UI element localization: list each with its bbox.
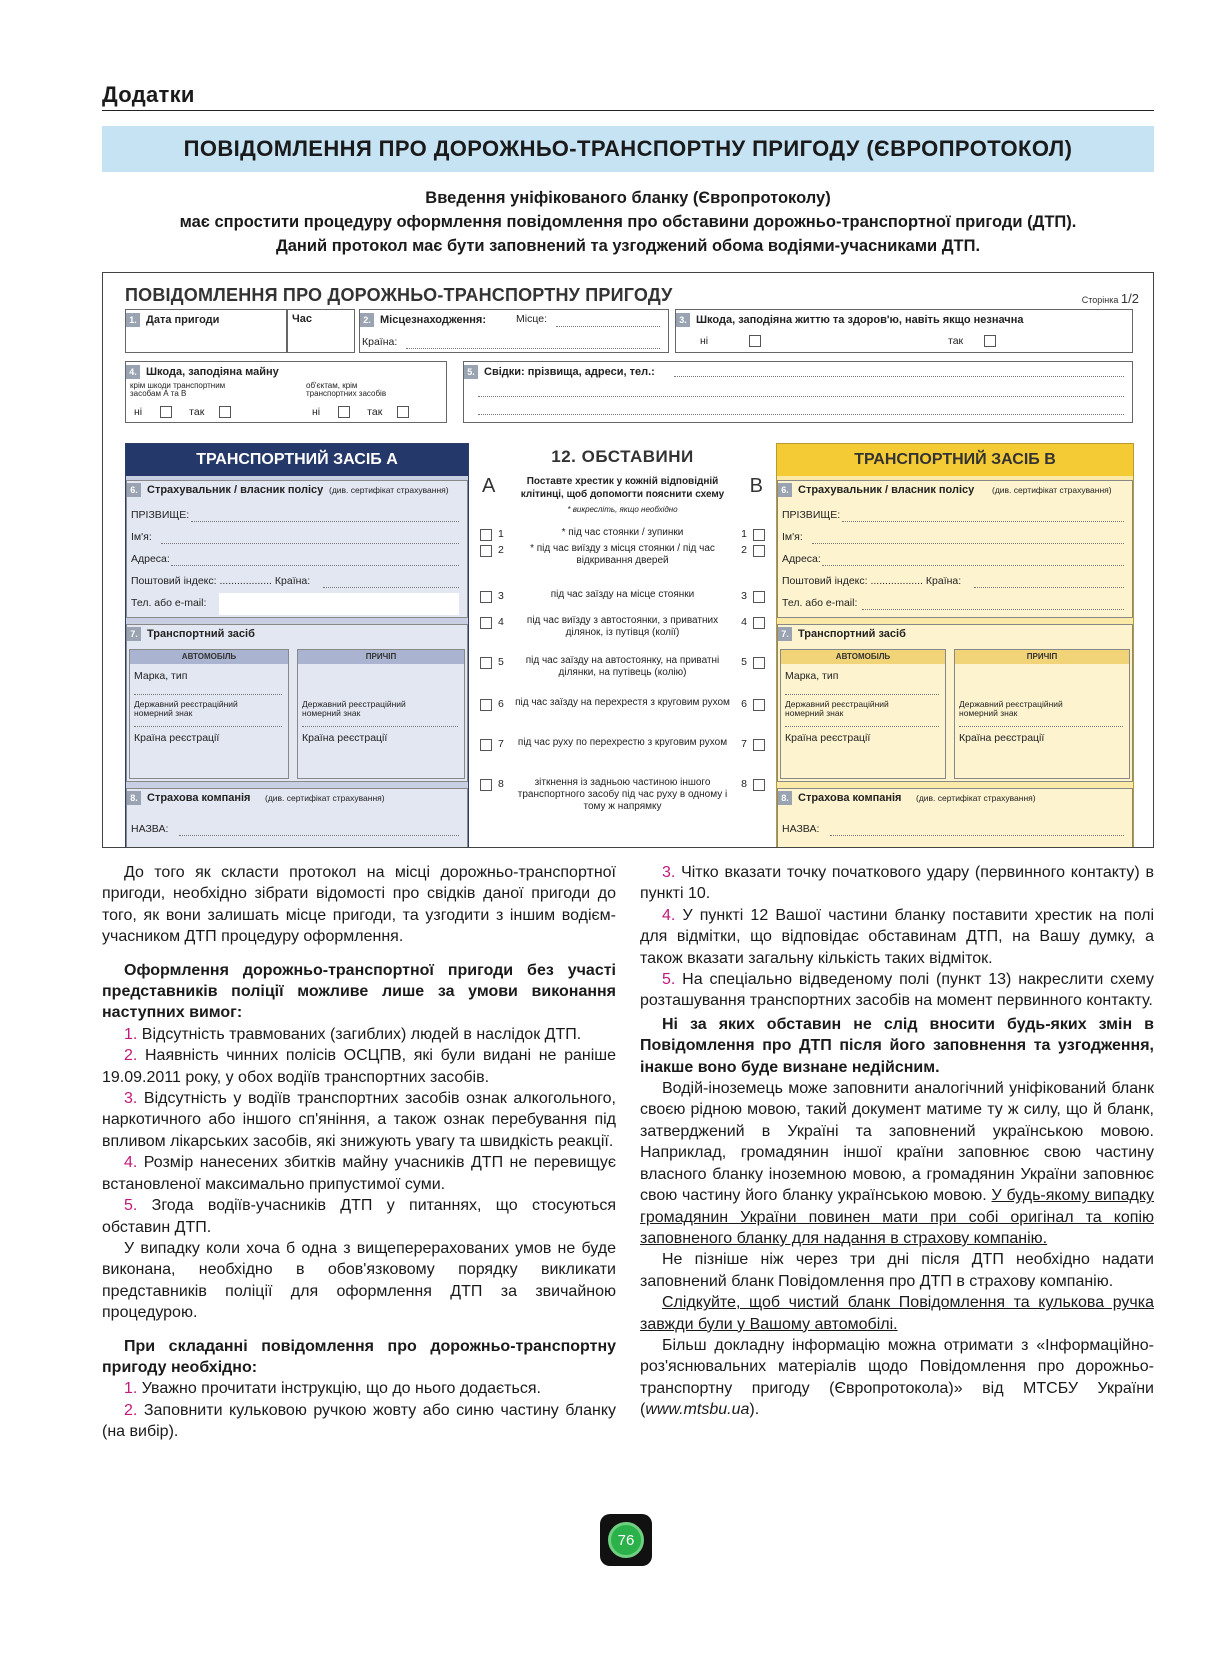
intro bbox=[102, 186, 1154, 258]
circumstance-text: під час заїзду на перехрестя з круговим рухом bbox=[515, 697, 730, 708]
right-paragraph-4: Більш докладну інформацію можна отримати з «Інформаційно-роз'яснювальних матеріалів щодо Повідомлення про дорожньо-транспортну пригоду (Європротокола)» від МТСБУ України (www.mtsbu.ua). bbox=[640, 1336, 1154, 1419]
vehicle-b-title: ТРАНСПОРТНИЙ ЗАСІБ В bbox=[777, 444, 1133, 476]
section-rule bbox=[102, 110, 1154, 111]
row-number-a: 7 bbox=[498, 738, 504, 750]
circumstance-text: під час заїзду на автостоянку, на приватні ділянки, на путівець (колію) bbox=[525, 655, 720, 678]
requirement-text: Відсутність у водіїв транспортних засобів ознак алкогольного, наркотичного або іншого сп'яніння, а також ознак перебування під впливом лікарських засобів, які знижують увагу та швидкість реакції. bbox=[102, 1090, 616, 1150]
row-number-b: 4 bbox=[741, 616, 747, 628]
requirement-2 bbox=[102, 1045, 616, 1088]
row-number-b: 7 bbox=[741, 738, 747, 750]
checkbox-b bbox=[753, 699, 765, 711]
requirement-3 bbox=[102, 1088, 616, 1152]
checkbox-b bbox=[753, 779, 765, 791]
mtsbu-link: www.mtsbu.ua bbox=[645, 1401, 750, 1419]
requirement-number: 5. bbox=[124, 1197, 138, 1215]
intro-line-1: Введення уніфікованого бланку (Європротоколу) bbox=[425, 189, 831, 207]
page-number: 76 bbox=[608, 1522, 644, 1558]
circumstances-note: * викресліть, якщо необхідно bbox=[567, 505, 678, 514]
vehicle-a-field-8: 8. Страхова компанія (див. сертифікат страхування) НАЗВА: bbox=[126, 788, 468, 848]
left-paragraph-2: У випадку коли хоча б одна з вищеперерахованих умов не буде виконана, необхідно в обов'язковому порядку викликати представників поліції для оформлення ДТП за звичайною процедурою. bbox=[102, 1239, 616, 1322]
checkbox-a bbox=[480, 699, 492, 711]
row-number-b: 5 bbox=[741, 656, 747, 668]
requirement-number: 4. bbox=[124, 1154, 138, 1172]
requirement-1 bbox=[102, 1024, 616, 1045]
row-number-b: 1 bbox=[741, 528, 747, 540]
circumstance-text: під час виїзду з автостоянки, з приватних ділянок, із путівця (колії) bbox=[526, 615, 719, 638]
checkbox-a bbox=[480, 545, 492, 557]
form-title: ПОВІДОМЛЕННЯ ПРО ДОРОЖНЬО-ТРАНСПОРТНУ ПРИГОДУ bbox=[125, 285, 673, 305]
circumstance-row-2 bbox=[470, 543, 775, 573]
left-heading-1: Оформлення дорожньо-транспортної пригоди без участі представників поліції можливе лише за умови виконання наступних вимог: bbox=[102, 961, 616, 1022]
right-paragraph-2: Не пізніше ніж через три дні після ДТП необхідно надати заповнений бланк Повідомлення про ДТП в страхову компанію. bbox=[640, 1251, 1154, 1290]
vehicle-b-field-7: 7. Транспортний засіб АВТОМОБІЛЬ Марка, тип Державний реєстраційний номерний знак Країна реєстрації ПРИЧІП Державний реєстраційний номерний знак Країна реєстрації bbox=[777, 624, 1133, 782]
field-4-property-damage: 4. Шкода, заподіяна майну крім шкоди транспортним засобам А та В об'єктам, крім транспортних засобів ні так ні так bbox=[125, 361, 447, 423]
row-number-b: 8 bbox=[741, 778, 747, 790]
right-paragraph-1-underlined: У будь-якому випадку громадянин України повинен мати при собі оригінал та копію заповненого бланку для надання в страхову компанію. bbox=[640, 1187, 1154, 1247]
row-number-b: 6 bbox=[741, 698, 747, 710]
circumstances-instruction: Поставте хрестик у кожній відповідній клітинці, щоб допомогти пояснити схему bbox=[520, 476, 725, 500]
checkbox-a bbox=[480, 779, 492, 791]
vehicle-b-column bbox=[776, 443, 1134, 848]
vehicle-b-field-8: 8. Страхова компанія (див. сертифікат страхування) НАЗВА: bbox=[777, 788, 1133, 848]
step-cont-number: 3. bbox=[662, 864, 676, 881]
field-1-date: 1. Дата пригоди bbox=[125, 309, 287, 353]
vehicle-a-title: ТРАНСПОРТНИЙ ЗАСІБ А bbox=[126, 444, 468, 476]
circumstance-text: * під час виїзду з місця стоянки / під час відкривання дверей bbox=[530, 543, 715, 566]
checkbox-a bbox=[480, 617, 492, 629]
step-number: 2. bbox=[124, 1401, 138, 1419]
vehicle-a-field-7: 7. Транспортний засіб АВТОМОБІЛЬ Марка, тип Державний реєстраційний номерний знак Країна реєстрації ПРИЧІП Державний реєстраційний номерний знак Країна реєстрації bbox=[126, 624, 468, 782]
step-cont-text: Чітко вказати точку початкового удару (первинного контакту) в пункті 10. bbox=[640, 864, 1154, 903]
field-time: Час bbox=[287, 309, 355, 353]
circumstance-text: під час руху по перехрестю з круговим рухом bbox=[517, 737, 728, 748]
step-number: 1. bbox=[124, 1380, 138, 1398]
steps-list-continued bbox=[640, 862, 1154, 1012]
step-2 bbox=[102, 1400, 616, 1443]
left-text-column bbox=[102, 862, 616, 1443]
checkbox-b bbox=[753, 739, 765, 751]
requirement-text: Розмір нанесених збитків майну учасників ДТП не перевищує встановленої максимально припустимої суми. bbox=[102, 1154, 616, 1193]
step-cont-number: 5. bbox=[662, 971, 676, 989]
step-cont-3 bbox=[640, 969, 1154, 1012]
main-title: ПОВІДОМЛЕННЯ ПРО ДОРОЖНЬО-ТРАНСПОРТНУ ПРИГОДУ (ЄВРОПРОТОКОЛ) bbox=[102, 126, 1154, 172]
row-number-a: 6 bbox=[498, 698, 504, 710]
col-a-marker: A bbox=[482, 475, 496, 497]
circumstance-row-8 bbox=[470, 777, 775, 812]
row-number-a: 8 bbox=[498, 778, 504, 790]
circumstances-column bbox=[470, 443, 775, 848]
section-title: Додатки bbox=[102, 82, 195, 107]
step-cont-text: На спеціально відведеному полі (пункт 13) накреслити схему розташування транспортних засобів на момент первинного контакту. bbox=[640, 971, 1154, 1010]
checkbox-a bbox=[480, 739, 492, 751]
step-cont-2 bbox=[640, 905, 1154, 969]
requirement-number: 1. bbox=[124, 1025, 138, 1043]
circumstance-row-4 bbox=[470, 615, 775, 645]
steps-list bbox=[102, 1378, 616, 1442]
step-text: Уважно прочитати інструкцію, що до нього додається. bbox=[137, 1380, 541, 1398]
step-cont-1 bbox=[640, 862, 1154, 905]
step-1 bbox=[102, 1378, 616, 1399]
circumstance-row-6 bbox=[470, 697, 775, 727]
requirement-4 bbox=[102, 1152, 616, 1195]
circumstance-text: * під час стоянки / зупинки bbox=[561, 527, 684, 538]
step-text: Заповнити кульковою ручкою жовту або синю частину бланку (на вибір). bbox=[102, 1401, 616, 1441]
field-3-injury: 3. Шкода, заподіяна життю та здоров'ю, навіть якщо незначна ні так bbox=[675, 309, 1133, 353]
step-cont-number: 4. bbox=[662, 906, 676, 924]
row-number-a: 2 bbox=[498, 544, 504, 556]
vehicle-b-field-6: 6. Страхувальник / власник полісу (див. сертифікат страхування) ПРІЗВИЩЕ: Ім'я: Адреса: Поштовий індекс: .................. Країна: Тел. або e-mail: bbox=[777, 480, 1133, 618]
requirement-text: Згода водіїв-учасників ДТП у питаннях, що стосуються обставин ДТП. bbox=[102, 1197, 616, 1236]
requirement-5 bbox=[102, 1195, 616, 1238]
form-page: Сторінка 1/2 bbox=[1081, 291, 1139, 306]
circumstance-row-5 bbox=[470, 655, 775, 685]
requirement-number: 2. bbox=[124, 1047, 138, 1065]
right-text-column bbox=[640, 862, 1154, 1421]
circumstance-text: під час заїзду на місце стоянки bbox=[550, 589, 695, 600]
circumstances-title: 12. ОБСТАВИНИ bbox=[551, 447, 694, 466]
checkbox-b bbox=[753, 657, 765, 669]
checkbox-a bbox=[480, 529, 492, 541]
checkbox-b bbox=[753, 545, 765, 557]
requirement-text: Наявність чинних полісів ОСЦПВ, які були видані не раніше 19.09.2011 року, у обох водіїв транспортних засобів. bbox=[102, 1047, 616, 1086]
intro-line-3: Даний протокол має бути заповнений та узгоджений обома водіями-учасниками ДТП. bbox=[275, 237, 981, 255]
col-b-marker: B bbox=[749, 475, 763, 497]
checkbox-b bbox=[753, 617, 765, 629]
step-cont-text: У пункті 12 Вашої частини бланку поставити хрестик на полі для відмітки, що відповідає обставинам ДТП, на Вашу думку, а також вказати загальну кількість таких відміток. bbox=[640, 906, 1154, 967]
checkbox-b bbox=[753, 591, 765, 603]
vehicle-a-column bbox=[125, 443, 469, 848]
right-paragraph-3: Слідкуйте, щоб чистий бланк Повідомлення та кулькова ручка завжди були у Вашому автомобілі. bbox=[640, 1294, 1154, 1333]
field-2-location: 2. Місцезнаходження: Місце: Країна: bbox=[359, 309, 669, 353]
field-5-witnesses: 5. Свідки: прізвища, адреси, тел.: bbox=[463, 361, 1133, 423]
europrotocol-form-image bbox=[102, 272, 1154, 848]
row-number-b: 2 bbox=[741, 544, 747, 556]
intro-line-2: має спростити процедуру оформлення повідомлення про обставини дорожньо-транспортної пригоди (ДТП). bbox=[179, 213, 1077, 231]
page-number-badge bbox=[600, 1514, 652, 1566]
row-number-a: 3 bbox=[498, 590, 504, 602]
left-heading-2: При складанні повідомлення про дорожньо-транспортну пригоду необхідно: bbox=[102, 1337, 616, 1376]
circumstance-text: зіткнення із задньою частиною іншого транспортного засобу під час руху в одному і тому ж напрямку bbox=[517, 777, 728, 812]
left-paragraph-1: До того як скласти протокол на місці дорожньо-транспортної пригоди, необхідно зібрати відомості про свідків даної пригоди до того, як вони залишать місце пригоди, та узгодити з іншим водієм-учасником ДТП процедуру оформлення. bbox=[102, 864, 616, 946]
checkbox-a bbox=[480, 657, 492, 669]
row-number-a: 4 bbox=[498, 616, 504, 628]
vehicle-a-field-6: 6. Страхувальник / власник полісу (див. сертифікат страхування) ПРІЗВИЩЕ: Ім'я: Адреса: Поштовий індекс: .................. Країна: Тел. або e-mail: bbox=[126, 480, 468, 618]
row-number-b: 3 bbox=[741, 590, 747, 602]
row-number-a: 5 bbox=[498, 656, 504, 668]
checkbox-a bbox=[480, 591, 492, 603]
circumstance-row-7 bbox=[470, 737, 775, 767]
requirements-list bbox=[102, 1024, 616, 1238]
requirement-number: 3. bbox=[124, 1090, 138, 1108]
row-number-a: 1 bbox=[498, 528, 504, 540]
requirement-text: Відсутність травмованих (загиблих) людей в наслідок ДТП. bbox=[137, 1025, 582, 1043]
checkbox-b bbox=[753, 529, 765, 541]
warning-text: Ні за яких обставин не слід вносити будь-яких змін в Повідомлення про ДТП після його заповнення та узгодження, інакше воно буде визнане недійсним. bbox=[640, 1015, 1154, 1076]
right-paragraph-1: Водій-іноземець може заповнити аналогічний уніфікований бланк своєю рідною мовою, такий документ матиме ту ж силу, що й бланк, затверджений в Україні та заповнений українською мовою. Наприклад, громадянин іншої країни заповнює свою частину власного бланку іноземною мовою, а громадянин України заповнює свою частину його бланку українською мовою. У будь-якому випадку громадянин України повинен мати при собі оригінал та копію заповненого бланку для надання в страхову компанію. bbox=[640, 1080, 1154, 1247]
